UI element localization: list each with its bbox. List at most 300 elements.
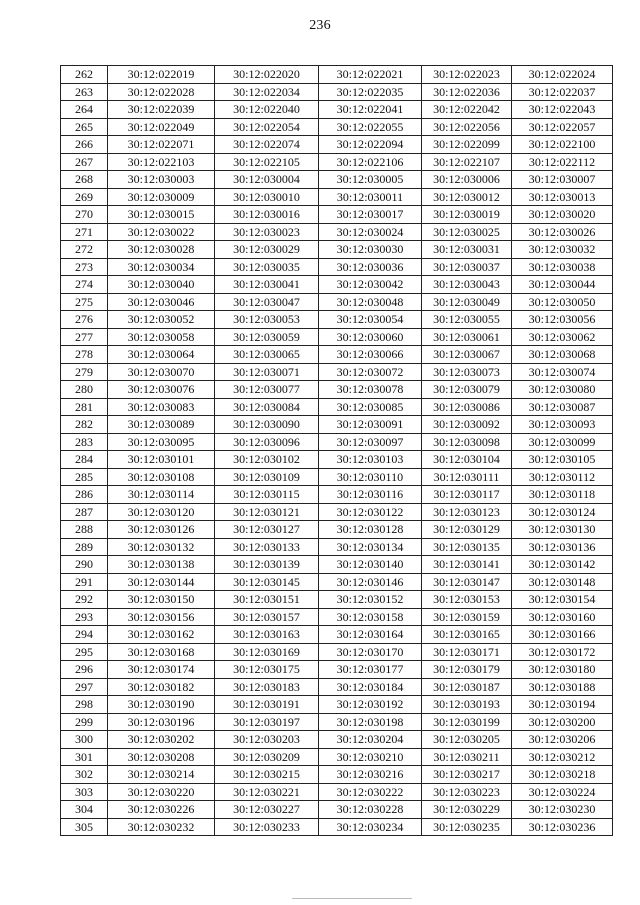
row-number-cell: 284: [61, 451, 108, 469]
table-row: [61, 223, 613, 241]
cadastral-code-cell: 30:12:030142: [512, 556, 613, 574]
cadastral-code-cell: 30:12:030086: [422, 398, 512, 416]
cadastral-code-cell: 30:12:030102: [215, 451, 319, 469]
cadastral-code-cell: 30:12:030192: [319, 696, 422, 714]
cadastral-code-cell: 30:12:030044: [512, 276, 613, 294]
row-number-cell: 274: [61, 276, 108, 294]
cadastral-code-cell: 30:12:030148: [512, 573, 613, 591]
cadastral-code-cell: 30:12:030005: [319, 171, 422, 189]
cadastral-code-cell: 30:12:030133: [215, 538, 319, 556]
cadastral-code-cell: 30:12:030226: [108, 801, 215, 819]
cadastral-code-cell: 30:12:030150: [108, 591, 215, 609]
cadastral-code-cell: 30:12:030085: [319, 398, 422, 416]
cadastral-code-cell: 30:12:030158: [319, 608, 422, 626]
cadastral-code-cell: 30:12:030124: [512, 503, 613, 521]
cadastral-code-cell: 30:12:022049: [108, 118, 215, 136]
cadastral-code-cell: 30:12:030087: [512, 398, 613, 416]
table-row: [61, 748, 613, 766]
table-row: [61, 66, 613, 84]
table-row: [61, 696, 613, 714]
cadastral-code-cell: 30:12:030072: [319, 363, 422, 381]
cadastral-code-cell: 30:12:030206: [512, 731, 613, 749]
cadastral-code-cell: 30:12:030025: [422, 223, 512, 241]
cadastral-code-cell: 30:12:030058: [108, 328, 215, 346]
cadastral-code-cell: 30:12:030064: [108, 346, 215, 364]
cadastral-code-cell: 30:12:030211: [422, 748, 512, 766]
table-row: [61, 276, 613, 294]
cadastral-code-cell: 30:12:022020: [215, 66, 319, 84]
cadastral-code-cell: 30:12:022039: [108, 101, 215, 119]
cadastral-code-cell: 30:12:030229: [422, 801, 512, 819]
cadastral-code-cell: 30:12:030203: [215, 731, 319, 749]
table-row: [61, 783, 613, 801]
table-row: [61, 346, 613, 364]
cadastral-code-cell: 30:12:030169: [215, 643, 319, 661]
cadastral-code-cell: 30:12:030026: [512, 223, 613, 241]
cadastral-code-cell: 30:12:030212: [512, 748, 613, 766]
cadastral-code-cell: 30:12:030059: [215, 328, 319, 346]
cadastral-code-cell: 30:12:030162: [108, 626, 215, 644]
cadastral-code-cell: 30:12:030032: [512, 241, 613, 259]
cadastral-code-cell: 30:12:030111: [422, 468, 512, 486]
table-row: [61, 766, 613, 784]
cadastral-code-cell: 30:12:030024: [319, 223, 422, 241]
cadastral-code-cell: 30:12:030003: [108, 171, 215, 189]
cadastral-code-cell: 30:12:022040: [215, 101, 319, 119]
table-row: [61, 451, 613, 469]
table-row: [61, 416, 613, 434]
cadastral-code-cell: 30:12:022034: [215, 83, 319, 101]
table-row: [61, 293, 613, 311]
table-row: [61, 713, 613, 731]
cadastral-code-cell: 30:12:022054: [215, 118, 319, 136]
cadastral-code-cell: 30:12:030215: [215, 766, 319, 784]
cadastral-code-cell: 30:12:030223: [422, 783, 512, 801]
cadastral-code-cell: 30:12:030078: [319, 381, 422, 399]
cadastral-code-cell: 30:12:030127: [215, 521, 319, 539]
cadastral-code-cell: 30:12:030035: [215, 258, 319, 276]
cadastral-code-cell: 30:12:030220: [108, 783, 215, 801]
cadastral-code-cell: 30:12:030062: [512, 328, 613, 346]
row-number-cell: 301: [61, 748, 108, 766]
row-number-cell: 267: [61, 153, 108, 171]
row-number-cell: 304: [61, 801, 108, 819]
cadastral-code-cell: 30:12:030034: [108, 258, 215, 276]
cadastral-code-cell: 30:12:030198: [319, 713, 422, 731]
cadastral-code-cell: 30:12:030043: [422, 276, 512, 294]
cadastral-code-cell: 30:12:030233: [215, 818, 319, 836]
table-row: [61, 591, 613, 609]
cadastral-code-cell: 30:12:030007: [512, 171, 613, 189]
row-number-cell: 272: [61, 241, 108, 259]
row-number-cell: 263: [61, 83, 108, 101]
cadastral-code-cell: 30:12:030139: [215, 556, 319, 574]
cadastral-code-cell: 30:12:030154: [512, 591, 613, 609]
table-row: [61, 83, 613, 101]
cadastral-code-cell: 30:12:030020: [512, 206, 613, 224]
cadastral-code-cell: 30:12:030067: [422, 346, 512, 364]
row-number-cell: 268: [61, 171, 108, 189]
cadastral-code-cell: 30:12:030136: [512, 538, 613, 556]
table-row: [61, 363, 613, 381]
cadastral-code-cell: 30:12:030110: [319, 468, 422, 486]
cadastral-code-cell: 30:12:022019: [108, 66, 215, 84]
table-row: [61, 626, 613, 644]
cadastral-code-cell: 30:12:030230: [512, 801, 613, 819]
row-number-cell: 278: [61, 346, 108, 364]
table-row: [61, 153, 613, 171]
cadastral-code-cell: 30:12:030099: [512, 433, 613, 451]
cadastral-code-cell: 30:12:030159: [422, 608, 512, 626]
cadastral-code-cell: 30:12:030138: [108, 556, 215, 574]
cadastral-code-cell: 30:12:030073: [422, 363, 512, 381]
row-number-cell: 285: [61, 468, 108, 486]
cadastral-code-cell: 30:12:030221: [215, 783, 319, 801]
cadastral-code-cell: 30:12:030170: [319, 643, 422, 661]
cadastral-code-cell: 30:12:030011: [319, 188, 422, 206]
cadastral-code-cell: 30:12:030004: [215, 171, 319, 189]
cadastral-code-cell: 30:12:030068: [512, 346, 613, 364]
cadastral-code-cell: 30:12:030015: [108, 206, 215, 224]
table-row: [61, 468, 613, 486]
cadastral-code-cell: 30:12:030047: [215, 293, 319, 311]
cadastral-code-cell: 30:12:022099: [422, 136, 512, 154]
table-row: [61, 258, 613, 276]
cadastral-code-cell: 30:12:030146: [319, 573, 422, 591]
row-number-cell: 277: [61, 328, 108, 346]
cadastral-code-cell: 30:12:030166: [512, 626, 613, 644]
cadastral-code-cell: 30:12:030234: [319, 818, 422, 836]
table-row: [61, 573, 613, 591]
cadastral-code-cell: 30:12:022071: [108, 136, 215, 154]
cadastral-code-cell: 30:12:030145: [215, 573, 319, 591]
row-number-cell: 296: [61, 661, 108, 679]
row-number-cell: 287: [61, 503, 108, 521]
cadastral-code-cell: 30:12:030038: [512, 258, 613, 276]
cadastral-code-cell: 30:12:030168: [108, 643, 215, 661]
cadastral-code-cell: 30:12:030115: [215, 486, 319, 504]
cadastral-code-cell: 30:12:030123: [422, 503, 512, 521]
cadastral-code-cell: 30:12:030056: [512, 311, 613, 329]
row-number-cell: 276: [61, 311, 108, 329]
cadastral-code-cell: 30:12:030010: [215, 188, 319, 206]
cadastral-code-cell: 30:12:030009: [108, 188, 215, 206]
table-row: [61, 521, 613, 539]
cadastral-code-cell: 30:12:030046: [108, 293, 215, 311]
table-row: [61, 731, 613, 749]
table-row: [61, 381, 613, 399]
cadastral-code-cell: 30:12:030116: [319, 486, 422, 504]
cadastral-code-cell: 30:12:030188: [512, 678, 613, 696]
table-row: [61, 118, 613, 136]
cadastral-code-cell: 30:12:030103: [319, 451, 422, 469]
table-row: [61, 311, 613, 329]
cadastral-code-cell: 30:12:030054: [319, 311, 422, 329]
cadastral-code-cell: 30:12:030109: [215, 468, 319, 486]
cadastral-code-cell: 30:12:030156: [108, 608, 215, 626]
cadastral-code-cell: 30:12:022042: [422, 101, 512, 119]
cadastral-code-cell: 30:12:030196: [108, 713, 215, 731]
table-row: [61, 398, 613, 416]
cadastral-code-cell: 30:12:030164: [319, 626, 422, 644]
cadastral-code-cell: 30:12:030105: [512, 451, 613, 469]
table-row: [61, 556, 613, 574]
table-row: [61, 136, 613, 154]
cadastral-code-cell: 30:12:030209: [215, 748, 319, 766]
cadastral-code-cell: 30:12:030017: [319, 206, 422, 224]
row-number-cell: 302: [61, 766, 108, 784]
table-row: [61, 801, 613, 819]
row-number-cell: 281: [61, 398, 108, 416]
cadastral-code-cell: 30:12:030163: [215, 626, 319, 644]
table-row: [61, 818, 613, 836]
row-number-cell: 293: [61, 608, 108, 626]
cadastral-code-cell: 30:12:030183: [215, 678, 319, 696]
cadastral-code-cell: 30:12:030023: [215, 223, 319, 241]
cadastral-code-cell: 30:12:030157: [215, 608, 319, 626]
cadastral-code-cell: 30:12:030019: [422, 206, 512, 224]
cadastral-code-cell: 30:12:030077: [215, 381, 319, 399]
cadastral-code-cell: 30:12:030153: [422, 591, 512, 609]
cadastral-code-cell: 30:12:030120: [108, 503, 215, 521]
cadastral-code-cell: 30:12:030084: [215, 398, 319, 416]
cadastral-code-cell: 30:12:030117: [422, 486, 512, 504]
cadastral-code-cell: 30:12:030089: [108, 416, 215, 434]
row-number-cell: 303: [61, 783, 108, 801]
cadastral-code-cell: 30:12:030016: [215, 206, 319, 224]
table-row: [61, 171, 613, 189]
cadastral-code-cell: 30:12:030095: [108, 433, 215, 451]
cadastral-code-cell: 30:12:030193: [422, 696, 512, 714]
cadastral-code-cell: 30:12:030048: [319, 293, 422, 311]
cadastral-code-cell: 30:12:030202: [108, 731, 215, 749]
cadastral-code-cell: 30:12:022035: [319, 83, 422, 101]
cadastral-code-cell: 30:12:022043: [512, 101, 613, 119]
row-number-cell: 286: [61, 486, 108, 504]
table-row: [61, 241, 613, 259]
cadastral-code-cell: 30:12:030217: [422, 766, 512, 784]
cadastral-code-cell: 30:12:030194: [512, 696, 613, 714]
cadastral-code-cell: 30:12:022041: [319, 101, 422, 119]
cadastral-code-cell: 30:12:030118: [512, 486, 613, 504]
cadastral-block-table: [60, 65, 613, 836]
cadastral-code-cell: 30:12:022037: [512, 83, 613, 101]
cadastral-code-cell: 30:12:030227: [215, 801, 319, 819]
row-number-cell: 297: [61, 678, 108, 696]
cadastral-code-cell: 30:12:030090: [215, 416, 319, 434]
row-number-cell: 300: [61, 731, 108, 749]
cadastral-code-cell: 30:12:030053: [215, 311, 319, 329]
cadastral-code-cell: 30:12:030197: [215, 713, 319, 731]
cadastral-code-cell: 30:12:030012: [422, 188, 512, 206]
cadastral-code-cell: 30:12:030151: [215, 591, 319, 609]
row-number-cell: 289: [61, 538, 108, 556]
cadastral-code-cell: 30:12:030065: [215, 346, 319, 364]
cadastral-code-cell: 30:12:030128: [319, 521, 422, 539]
cadastral-code-cell: 30:12:030037: [422, 258, 512, 276]
cadastral-code-cell: 30:12:030042: [319, 276, 422, 294]
cadastral-code-cell: 30:12:030228: [319, 801, 422, 819]
cadastral-code-cell: 30:12:022057: [512, 118, 613, 136]
cadastral-code-cell: 30:12:030066: [319, 346, 422, 364]
cadastral-code-cell: 30:12:030036: [319, 258, 422, 276]
row-number-cell: 280: [61, 381, 108, 399]
cadastral-code-cell: 30:12:030199: [422, 713, 512, 731]
row-number-cell: 266: [61, 136, 108, 154]
cadastral-code-cell: 30:12:030083: [108, 398, 215, 416]
row-number-cell: 294: [61, 626, 108, 644]
cadastral-code-cell: 30:12:030179: [422, 661, 512, 679]
row-number-cell: 269: [61, 188, 108, 206]
table-row: [61, 101, 613, 119]
cadastral-code-cell: 30:12:022106: [319, 153, 422, 171]
cadastral-code-cell: 30:12:030235: [422, 818, 512, 836]
cadastral-code-cell: 30:12:030187: [422, 678, 512, 696]
row-number-cell: 264: [61, 101, 108, 119]
cadastral-code-cell: 30:12:030218: [512, 766, 613, 784]
row-number-cell: 292: [61, 591, 108, 609]
cadastral-code-cell: 30:12:030130: [512, 521, 613, 539]
cadastral-code-cell: 30:12:030076: [108, 381, 215, 399]
cadastral-code-cell: 30:12:030108: [108, 468, 215, 486]
cadastral-code-cell: 30:12:030152: [319, 591, 422, 609]
table-row: [61, 328, 613, 346]
cadastral-code-cell: 30:12:030134: [319, 538, 422, 556]
cadastral-code-cell: 30:12:030022: [108, 223, 215, 241]
cadastral-code-cell: 30:12:030052: [108, 311, 215, 329]
cadastral-code-cell: 30:12:030147: [422, 573, 512, 591]
cadastral-code-cell: 30:12:030006: [422, 171, 512, 189]
cadastral-code-cell: 30:12:030177: [319, 661, 422, 679]
cadastral-code-cell: 30:12:030132: [108, 538, 215, 556]
row-number-cell: 283: [61, 433, 108, 451]
cadastral-code-cell: 30:12:022100: [512, 136, 613, 154]
cadastral-code-cell: 30:12:030092: [422, 416, 512, 434]
cadastral-code-cell: 30:12:030205: [422, 731, 512, 749]
cadastral-code-cell: 30:12:030030: [319, 241, 422, 259]
cadastral-code-cell: 30:12:030121: [215, 503, 319, 521]
cadastral-code-cell: 30:12:030049: [422, 293, 512, 311]
cadastral-code-cell: 30:12:030180: [512, 661, 613, 679]
cadastral-code-cell: 30:12:022036: [422, 83, 512, 101]
cadastral-code-cell: 30:12:030098: [422, 433, 512, 451]
cadastral-code-cell: 30:12:030200: [512, 713, 613, 731]
row-number-cell: 295: [61, 643, 108, 661]
cadastral-code-cell: 30:12:030071: [215, 363, 319, 381]
row-number-cell: 282: [61, 416, 108, 434]
row-number-cell: 275: [61, 293, 108, 311]
cadastral-code-cell: 30:12:030040: [108, 276, 215, 294]
cadastral-code-cell: 30:12:030236: [512, 818, 613, 836]
cadastral-code-cell: 30:12:030182: [108, 678, 215, 696]
cadastral-code-cell: 30:12:030214: [108, 766, 215, 784]
cadastral-code-cell: 30:12:030055: [422, 311, 512, 329]
cadastral-code-cell: 30:12:030141: [422, 556, 512, 574]
cadastral-code-cell: 30:12:022112: [512, 153, 613, 171]
row-number-cell: 305: [61, 818, 108, 836]
table-row: [61, 486, 613, 504]
cadastral-code-cell: 30:12:022023: [422, 66, 512, 84]
cadastral-code-cell: 30:12:030122: [319, 503, 422, 521]
table-row: [61, 206, 613, 224]
cadastral-code-cell: 30:12:030096: [215, 433, 319, 451]
cadastral-code-cell: 30:12:030091: [319, 416, 422, 434]
table-row: [61, 678, 613, 696]
cadastral-code-cell: 30:12:030144: [108, 573, 215, 591]
cadastral-code-cell: 30:12:030029: [215, 241, 319, 259]
cadastral-code-cell: 30:12:030184: [319, 678, 422, 696]
cadastral-code-cell: 30:12:030060: [319, 328, 422, 346]
cadastral-code-cell: 30:12:030104: [422, 451, 512, 469]
cadastral-code-cell: 30:12:030097: [319, 433, 422, 451]
cadastral-code-cell: 30:12:030079: [422, 381, 512, 399]
cadastral-code-cell: 30:12:030050: [512, 293, 613, 311]
row-number-cell: 291: [61, 573, 108, 591]
cadastral-code-cell: 30:12:030129: [422, 521, 512, 539]
row-number-cell: 265: [61, 118, 108, 136]
table-row: [61, 643, 613, 661]
cadastral-code-cell: 30:12:030031: [422, 241, 512, 259]
cadastral-code-cell: 30:12:030114: [108, 486, 215, 504]
cadastral-code-cell: 30:12:030041: [215, 276, 319, 294]
table-row: [61, 608, 613, 626]
cadastral-code-cell: 30:12:030210: [319, 748, 422, 766]
cadastral-code-cell: 30:12:022056: [422, 118, 512, 136]
table-row: [61, 188, 613, 206]
row-number-cell: 270: [61, 206, 108, 224]
cadastral-code-cell: 30:12:030140: [319, 556, 422, 574]
cadastral-code-cell: 30:12:022055: [319, 118, 422, 136]
cadastral-code-cell: 30:12:022074: [215, 136, 319, 154]
cadastral-code-cell: 30:12:022028: [108, 83, 215, 101]
table-row: [61, 538, 613, 556]
cadastral-code-cell: 30:12:030061: [422, 328, 512, 346]
row-number-cell: 273: [61, 258, 108, 276]
cadastral-code-cell: 30:12:030208: [108, 748, 215, 766]
row-number-cell: 290: [61, 556, 108, 574]
cadastral-code-cell: 30:12:022094: [319, 136, 422, 154]
row-number-cell: 271: [61, 223, 108, 241]
cadastral-code-cell: 30:12:022105: [215, 153, 319, 171]
cadastral-code-cell: 30:12:030191: [215, 696, 319, 714]
cadastral-code-cell: 30:12:030013: [512, 188, 613, 206]
row-number-cell: 279: [61, 363, 108, 381]
cadastral-code-cell: 30:12:030216: [319, 766, 422, 784]
cadastral-code-cell: 30:12:030074: [512, 363, 613, 381]
cadastral-code-cell: 30:12:022024: [512, 66, 613, 84]
table-row: [61, 503, 613, 521]
cadastral-code-cell: 30:12:030093: [512, 416, 613, 434]
cadastral-code-cell: 30:12:030222: [319, 783, 422, 801]
cadastral-code-cell: 30:12:030101: [108, 451, 215, 469]
row-number-cell: 299: [61, 713, 108, 731]
cadastral-code-cell: 30:12:030172: [512, 643, 613, 661]
cadastral-code-cell: 30:12:022107: [422, 153, 512, 171]
scan-artifact-line: [292, 898, 412, 899]
cadastral-code-cell: 30:12:030232: [108, 818, 215, 836]
cadastral-code-cell: 30:12:030174: [108, 661, 215, 679]
row-number-cell: 288: [61, 521, 108, 539]
row-number-cell: 298: [61, 696, 108, 714]
cadastral-code-cell: 30:12:030080: [512, 381, 613, 399]
cadastral-code-cell: 30:12:030028: [108, 241, 215, 259]
page-number: 236: [309, 18, 331, 33]
cadastral-code-cell: 30:12:030171: [422, 643, 512, 661]
cadastral-code-cell: 30:12:030126: [108, 521, 215, 539]
cadastral-code-cell: 30:12:030070: [108, 363, 215, 381]
cadastral-code-cell: 30:12:030224: [512, 783, 613, 801]
row-number-cell: 262: [61, 66, 108, 84]
